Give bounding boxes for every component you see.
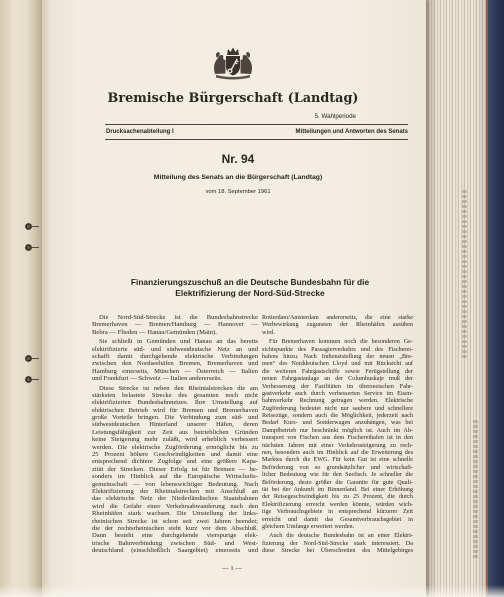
text-line: große Vorteile bringen. Die Verbindung zum süd- und [92,414,258,422]
text-line: gleichem Umfange erweitert werden. [262,522,355,530]
text-line: Beförderung von so grundsätzlicher und wirtschaft- [262,463,413,471]
text-line: werden. Die elektrische Zugförderung ermöglicht bis zu [92,443,258,451]
scan-bottom-edge [0,585,504,597]
text-line: trische Bahnverbindung zwischen Süd- und West- [92,539,258,547]
text-line: tige Verbrauchsgebiete in entsprechend kürzerer Zeit [262,508,413,516]
text-line: Diese Strecke ist neben den Rheintalstrecken die am [99,384,258,392]
spine-label-ghost [462,190,467,360]
text-line: sonders im Hinblick auf die Europäische Wirtschafts- [92,473,258,481]
text-line: wird. [262,328,275,336]
header-rule [105,124,408,125]
text-line: Die Nord-Süd-Strecke ist die Bundesbahnstrecke [99,314,258,321]
document-number: Nr. 94 [221,152,255,166]
text-line: Reisezüge, sondern auch die Möglichkeit, jederzeit nach [262,412,413,420]
text-column-left [92,314,258,555]
text-line: Zugförderung bedeutet nicht nur saubere und schnellere [262,404,413,412]
text-line: Sie schließt in Gemünden und Hanau an das bereits [99,338,258,346]
parliament-title: Bremische Bürgerschaft (Landtag) [107,91,359,106]
text-line: elektrifizierten Bundesbahnnetzes. Ihre Umstellung auf [92,399,258,407]
coat-of-arms-icon [210,46,256,80]
page-number: — 1 — [222,565,242,572]
legislative-period: 5. Wahlperiode [314,113,356,120]
document-subject [100,277,400,298]
text-column-right [262,314,413,555]
text-line: erreicht und damit das Gesamtverbrauchsgebiet in [262,515,413,523]
text-line: nen, besonders auch im Hinblick auf die Erweiterung des [262,449,413,457]
text-line: der Reisegeschwindigkeit bis zu 25 Prozent, die durch [262,493,413,501]
text-line: nächsten Jahren mit einer Verkehrssteigerung zu rech- [262,441,413,449]
binder-cover [488,0,504,597]
text-line: sichtspunkte des Passagierverkehrs und des Fischerei- [262,345,413,353]
text-line: wird die Gefahr einer Verkehrsabwanderung nach den [92,502,258,510]
text-line: südwestdeutschen Hinterland unserer Häfen, deren [92,421,258,429]
text-line: zität der Strecken. Dieser Erfolg ist für Bremen — be- [92,465,258,473]
text-line: rheinischen Strecke ist schon seit zwei Jahren beendet; [92,517,258,525]
text-line: gastverkehr auch durch verbesserten Service im Eisen- [262,389,413,397]
text-line: fizierung der Nord-Süd-Strecke stark interessiert. Da [262,539,413,547]
text-line: neuen Fahrgastanlage an der Columbuskaje muß der [262,375,413,383]
text-line: keine Steigerung mehr zuläßt, wird erheblich verbessert [92,436,258,444]
text-line: das elektrische Netz der Niederländischen Staatsbahnen [92,495,258,503]
paragraph [92,314,258,336]
header-rule [105,139,408,140]
spine-label-ghost [473,420,478,560]
text-line: schafft damit durchgehende elektrische Verbindungen [92,352,258,360]
series-label: Mitteilungen und Antworten des Senats [295,128,408,135]
paragraph [92,338,258,382]
text-line: Bebra — Flieden — Hanau/Gemünden (Main). [92,328,217,336]
text-line: Elektrifizierung erreicht werden könnte, würden wich- [262,500,413,508]
punch-hole-icon [24,222,40,231]
text-line: Leistungsfähigkeit zur Zeit aus betrieblichen Gründen [92,428,258,436]
text-line: hafens hinzu. Nach Indienststellung der neuen „Bre- [262,352,413,360]
paragraph [262,532,413,554]
text-line: Dampfbetrieb nur beschränkt möglich ist. Auch im Ab- [262,426,413,434]
text-line: Beförderung, desto größer die Garantie für gute Quali- [262,478,413,486]
text-line: die weiteren Fahrgastschiffe sowie Fertigstellung der [262,367,413,375]
text-line: diese Strecke bei Überschreiten des Mittelgebirges [262,547,413,555]
text-line: Hamburg einerseits, München — Österreich — Italien [92,367,258,375]
paragraph [262,314,413,336]
text-line: Für Bremerhaven kommen noch die besonderen Ge- [269,338,413,346]
text-line: Rotterdam/Amsterdam andererseits, die eine starke [262,314,413,321]
text-line: stärksten belastete Strecke des gesamten noch nicht [92,391,258,399]
text-line: transport von Fischen aus dem Fischereihafen ist in den [262,434,413,442]
text-line: bahnverkehr Rechnung getragen werden. Elektrische [262,397,413,405]
text-line: elektrischen Betrieb wird für Bremen und Bremerhaven [92,406,258,414]
text-line: tät bei der Ankunft im Binnenland. Bei einer Erhöhung [262,485,413,493]
text-line: gemeinschaft — von lebenswichtiger Bedeutung. Nach [92,480,258,488]
punch-hole-icon [24,243,40,252]
text-line: und Frankfurt — Schweiz — Italien andererseits. [92,375,223,383]
text-line: 25 Prozent höhere Geschwindigkeiten und damit eine [92,451,258,459]
text-line: Verbesserung der Fazilitäten im überseeischen Fahr- [262,382,413,390]
subject-line: Elektrifizierung der Nord-Süd-Strecke [175,287,325,298]
punch-hole-icon [24,354,40,363]
text-line: die der rechtsrheinischen steht kurz vor dem Abschluß. [92,524,258,532]
paragraph [262,338,413,530]
text-line: Bremerhaven — Bremen/Hamburg — Hannover — [92,321,258,329]
text-line: Bedarf Kurs- und Sonderwagen anzuhängen, was bei [262,419,413,427]
text-line: deutschland (einschließlich Saargebiet) einerseits und [92,547,258,555]
subject-line: Finanzierungszuschuß an die Deutsche Bundesbahn für die [130,277,370,287]
text-line: Dann besteht eine durchgehende vierspurige elek- [92,532,258,540]
punch-hole-icon [24,375,40,384]
text-line: Elektrifizierung der Rheintalstrecken mit Anschluß an [92,487,258,495]
page-edge-shadow [426,0,488,597]
text-line: men“ des Norddeutschen Lloyd und mit Rücksicht auf [262,360,413,368]
document-date: vom 18. September 1961 [205,189,271,195]
text-line: licher Bedeutung wie für den Seefisch. Je schneller die [262,471,413,479]
text-line: zwischen den Nordseehäfen Bremen, Bremerhaven und [92,360,258,368]
paragraph [92,385,258,555]
text-line: Marktes durch die EWG. Für kein Gut ist eine schnelle [262,456,413,464]
document-heading: Mitteilung des Senats an die Bürgerschaft (Landtag) [153,174,323,181]
text-line: Werbewirkung zugunsten der Rheinhäfen ausüben [262,321,413,329]
department-label: Drucksachenabteilung I [106,128,174,135]
previous-page-edge [0,0,44,597]
text-line: elektrifizierte süd- und südwestdeutsche Netz an und [92,345,258,353]
text-line: Auch die deutsche Bundesbahn ist an einer Elektri- [269,532,413,540]
text-line: entsprechend dichtere Zugfolge und eine größere Kapa- [92,458,258,466]
text-line: Rheinhäfen stark wachsen. Die Umstellung der links- [92,510,258,518]
